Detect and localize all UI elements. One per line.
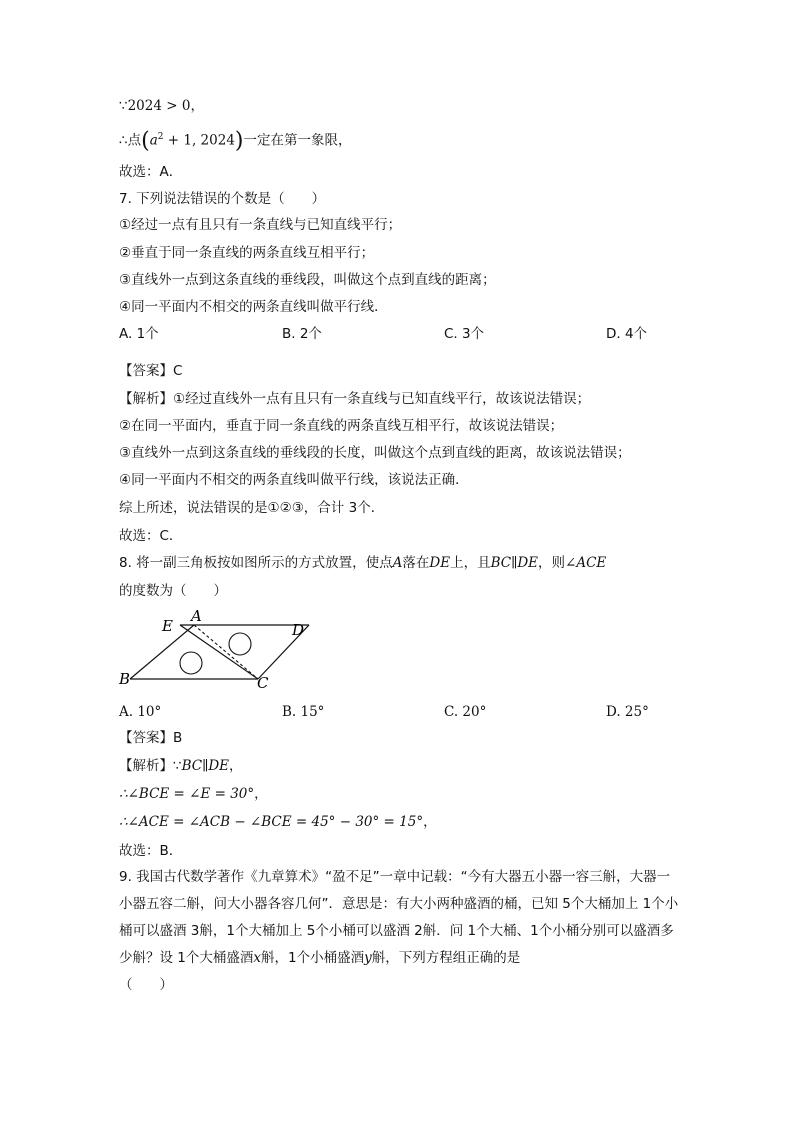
- q7-option-d: D. 4个: [606, 326, 648, 342]
- stem-text: 落在: [402, 555, 430, 571]
- triangle-hole-upper: [229, 633, 251, 655]
- prev-line-2: [119, 128, 352, 154]
- line-ac-dashed: [194, 625, 258, 679]
- math-var-a: a: [149, 132, 158, 149]
- prev-line-1: [119, 97, 204, 115]
- math-expression: 2024 > 0: [127, 98, 191, 114]
- punct: ，: [423, 814, 437, 830]
- prev-choose: 故选：A．: [119, 164, 183, 180]
- exponent: 2: [157, 132, 164, 142]
- q8-figure: [114, 604, 324, 692]
- therefore-text: ∴点: [119, 132, 142, 149]
- q8-analysis: [119, 757, 243, 775]
- punct: ，: [229, 758, 243, 774]
- var-y: y: [364, 950, 372, 966]
- q7-analysis-2: ②在同一平面内，垂直于同一条直线的两条直线互相平行，故该说法错误；: [119, 418, 564, 434]
- parallel-statement: BC∥DE: [181, 758, 230, 774]
- stem-text: ，则: [538, 555, 566, 571]
- q8-stem-line-1: [119, 554, 606, 572]
- step-2-math: ∴∠ACE = ∠ACB − ∠BCE = 45° − 30° = 15°: [119, 814, 424, 830]
- because-symbol: ∵: [119, 98, 128, 114]
- q8-step-1: [119, 785, 268, 803]
- label-e: E: [162, 617, 173, 635]
- q9-text: 斛，下列方程组正确的是: [371, 950, 521, 966]
- q9-text: 斛，1个小桶盛酒: [261, 950, 365, 966]
- conclusion-text: 一定在第一象限，: [243, 132, 352, 149]
- q7-choose: 故选：C．: [119, 528, 183, 544]
- label-b: B: [119, 670, 131, 688]
- q8-option-c: C. 20°: [444, 704, 487, 720]
- stem-text: 上，且: [450, 555, 491, 571]
- q7-option-b: B. 2个: [282, 326, 322, 342]
- q8-choose: 故选：B．: [119, 843, 183, 859]
- label-a: A: [191, 607, 202, 625]
- q8-stem-line-2: 的度数为（ ）: [119, 583, 227, 599]
- q7-item-1: ①经过一点有且只有一条直线与已知直线平行；: [119, 217, 402, 233]
- label-d: D: [292, 621, 305, 639]
- q7-analysis-3: ③直线外一点到这条直线的垂线段的长度，叫做这个点到直线的距离，故该说法错误；: [119, 445, 631, 461]
- triangle-hole-lower: [180, 652, 202, 674]
- q7-answer: 【答案】C: [119, 363, 183, 379]
- stem-text: 8. 将一副三角板按如图所示的方式放置，使点: [119, 555, 393, 571]
- q8-option-d: D. 25°: [606, 704, 649, 720]
- q8-answer: 【答案】B: [119, 730, 183, 746]
- line-de: DE: [429, 555, 451, 571]
- math-coords: + 1, 2024: [163, 132, 235, 149]
- q7-analysis-4: ④同一平面内不相交的两条直线叫做平行线，该说法正确．: [119, 472, 469, 488]
- q7-item-2: ②垂直于同一条直线的两条直线互相平行；: [119, 245, 375, 261]
- q7-summary: 综上所述，说法错误的是①②③，合计 3个．: [119, 500, 385, 516]
- step-1-math: ∴∠BCE = ∠E = 30°: [119, 786, 255, 802]
- q7-analysis-1: 【解析】①经过直线外一点有且只有一条直线与已知直线平行，故该说法错误；: [119, 391, 591, 407]
- analysis-label: 【解析】∵: [119, 758, 182, 774]
- point-a: A: [392, 555, 403, 571]
- var-x: x: [253, 950, 262, 966]
- q7-item-4: ④同一平面内不相交的两条直线叫做平行线．: [119, 299, 388, 315]
- q7-stem: 7. 下列说法错误的个数是（ ）: [119, 191, 326, 207]
- parallel-condition: BC∥DE: [490, 555, 539, 571]
- right-paren: ): [234, 128, 244, 154]
- left-paren: (: [141, 128, 150, 154]
- q9-paragraph: [119, 864, 679, 972]
- q9-text: 9. 我国古代数学著作《九章算术》“盈不足”一章中记载：“今有大器五小器一容三斛，大器一小器五容二斛，问大小器各容几何”．意思是：有大小两种盛酒的桶，已知 5个大桶加上 1个小桶可以盛酒 3斛，1个大桶加上 5个小桶可以盛酒 2斛．问 1个大桶、1个小桶分别可以盛酒多少斛？设 1个大桶盛酒: [119, 869, 679, 966]
- q7-option-c: C. 3个: [444, 326, 485, 342]
- q8-option-a: A. 10°: [119, 704, 162, 720]
- q7-item-3: ③直线外一点到这条直线的垂线段，叫做这个点到直线的距离；: [119, 272, 496, 288]
- punct: ，: [254, 786, 268, 802]
- q8-step-2: [119, 813, 437, 831]
- angle-ace: ∠ACE: [565, 555, 607, 571]
- label-c: C: [257, 674, 269, 692]
- q7-option-a: A. 1个: [119, 326, 159, 342]
- punct: ，: [190, 98, 204, 114]
- q9-paren: （ ）: [119, 977, 173, 993]
- q8-option-b: B. 15°: [282, 704, 325, 720]
